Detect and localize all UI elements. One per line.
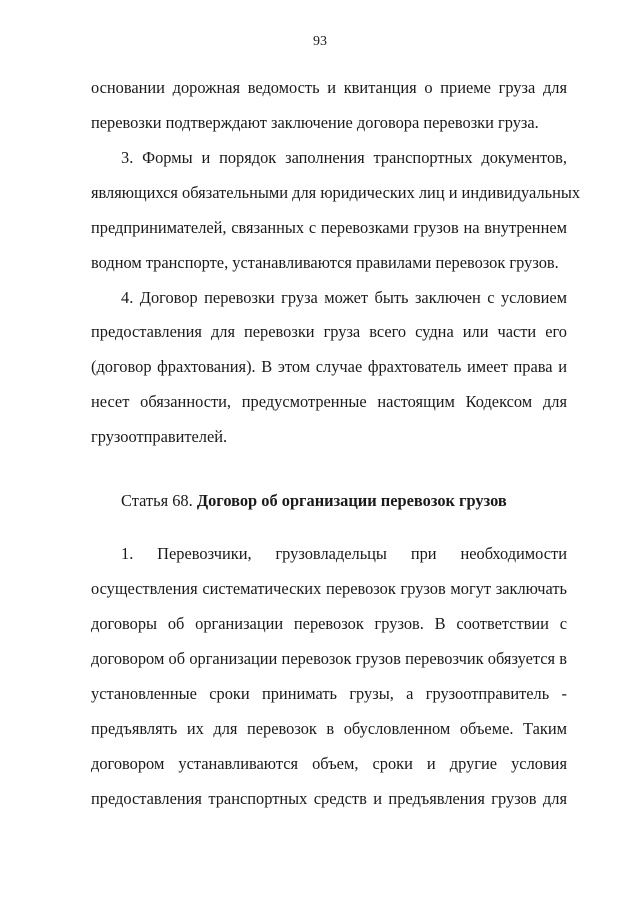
text-line: установленные сроки принимать грузы, а грузоотправитель - [91,684,567,703]
text-line: перевозки подтверждают заключение договора перевозки груза. [91,113,539,132]
text-line: предоставления транспортных средств и предъявления грузов для [91,789,567,808]
article-title: Договор об организации перевозок грузов [196,491,507,510]
article-heading [121,491,507,511]
text-line: предъявлять их для перевозок в обусловленном объеме. Таким [91,719,567,738]
page-number: 93 [313,34,327,49]
text-line: договором об организации перевозок грузов перевозчик обязуется в [91,649,567,668]
text-line: водном транспорте, устанавливаются правилами перевозок грузов. [91,253,559,272]
text-line: являющихся обязательными для юридических лиц и индивидуальных [91,183,581,202]
text-line: 4. Договор перевозки груза может быть заключен с условием [121,288,567,307]
text-line: 3. Формы и порядок заполнения транспортных документов, [121,148,567,167]
text-line: предоставления для перевозки груза всего судна или части его [91,322,567,341]
text-line: осуществления систематических перевозок грузов могут заключать [91,579,567,598]
text-line: 1. Перевозчики, грузовладельцы при необходимости [121,544,567,563]
text-line: договоры об организации перевозок грузов. В соответствии с [91,614,567,633]
text-line: несет обязанности, предусмотренные настоящим Кодексом для [91,392,567,411]
text-line: (договор фрахтования). В этом случае фрахтователь имеет права и [91,357,567,376]
text-line: основании дорожная ведомость и квитанция о приеме груза для [91,78,567,97]
text-line: предпринимателей, связанных с перевозками грузов на внутреннем [91,218,567,237]
article-prefix: Статья 68. [121,491,193,510]
text-line: договором устанавливаются объем, сроки и другие условия [91,754,567,773]
text-line: грузоотправителей. [91,427,228,446]
